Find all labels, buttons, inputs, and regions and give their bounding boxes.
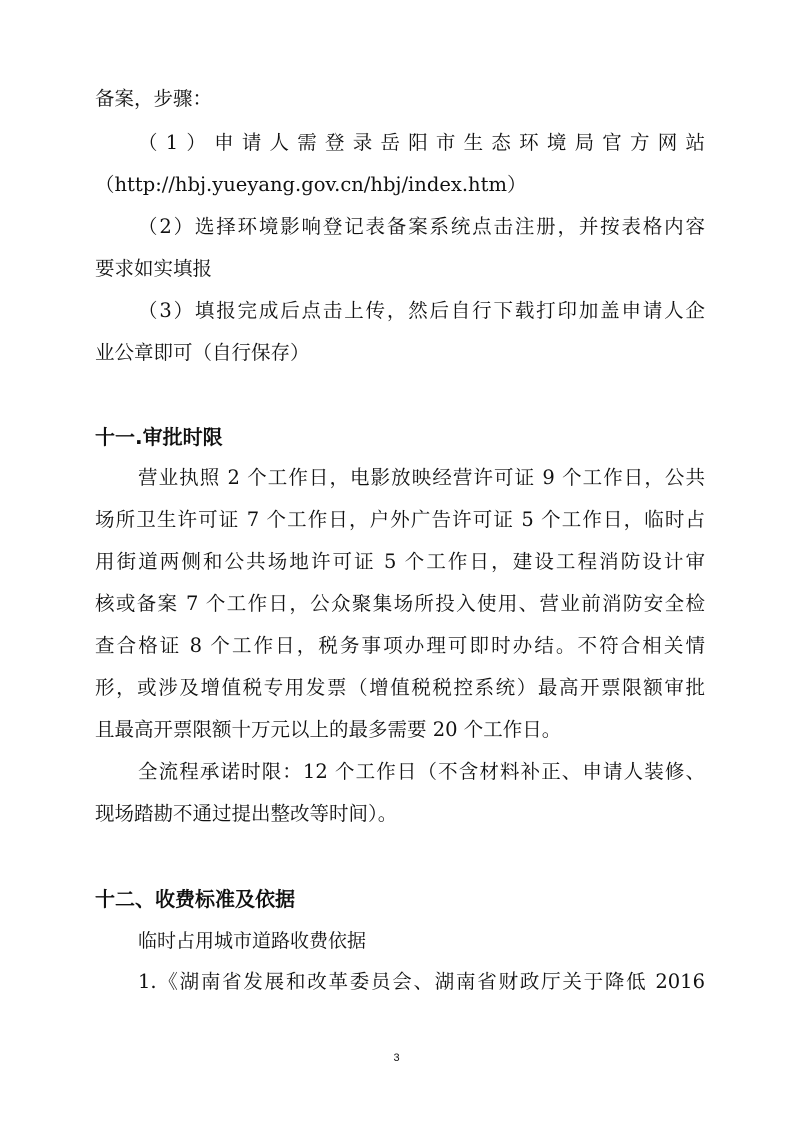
steps-intro-line: 备案，步骤： — [95, 87, 213, 110]
section-11-para2-line: 现场踏勘不通过提出整改等时间）。 — [95, 802, 398, 825]
step1-line1: （1）申请人需登录岳阳市生态环境局官方网站 — [138, 131, 705, 154]
step2-line2: 要求如实填报 — [95, 257, 213, 280]
step1-url-line: （http://hbj.yueyang.gov.cn/hbj/index.htm） — [95, 173, 527, 196]
section-11-heading: 十一.审批时限 — [95, 425, 223, 449]
section-12-item1: 1.《湖南省发展和改革委员会、湖南省财政厅关于降低 2016 — [138, 970, 705, 993]
section-11-para1-line: 查合格证 8 个工作日，税务事项办理可即时办结。不符合相关情 — [95, 634, 705, 657]
section-11-para1-line: 核或备案 7 个工作日，公众聚集场所投入使用、营业前消防安全检 — [95, 592, 705, 615]
step3-line2: 业公章即可（自行保存） — [95, 341, 310, 364]
section-11-para2-line: 全流程承诺时限：12 个工作日（不含材料补正、申请人装修、 — [138, 760, 705, 783]
section-11-para1-line: 形，或涉及增值税专用发票（增值税税控系统）最高开票限额审批 — [95, 676, 705, 699]
section-11-para1-line: 营业执照 2 个工作日，电影放映经营许可证 9 个工作日，公共 — [138, 466, 705, 489]
section-12-heading: 十二、收费标准及依据 — [95, 887, 295, 911]
page-number: 3 — [393, 1052, 400, 1064]
section-12-subheading: 临时占用城市道路收费依据 — [138, 930, 367, 952]
section-11-para1-line: 场所卫生许可证 7 个工作日，户外广告许可证 5 个工作日，临时占 — [95, 508, 705, 531]
section-11-para1-line: 且最高开票限额十万元以上的最多需要 20 个工作日。 — [95, 718, 562, 741]
section-11-para1-line: 用街道两侧和公共场地许可证 5 个工作日，建设工程消防设计审 — [95, 550, 705, 573]
step3-line1: （3）填报完成后点击上传，然后自行下载打印加盖申请人企 — [138, 299, 705, 322]
step2-line1: （2）选择环境影响登记表备案系统点击注册，并按表格内容 — [138, 215, 705, 238]
